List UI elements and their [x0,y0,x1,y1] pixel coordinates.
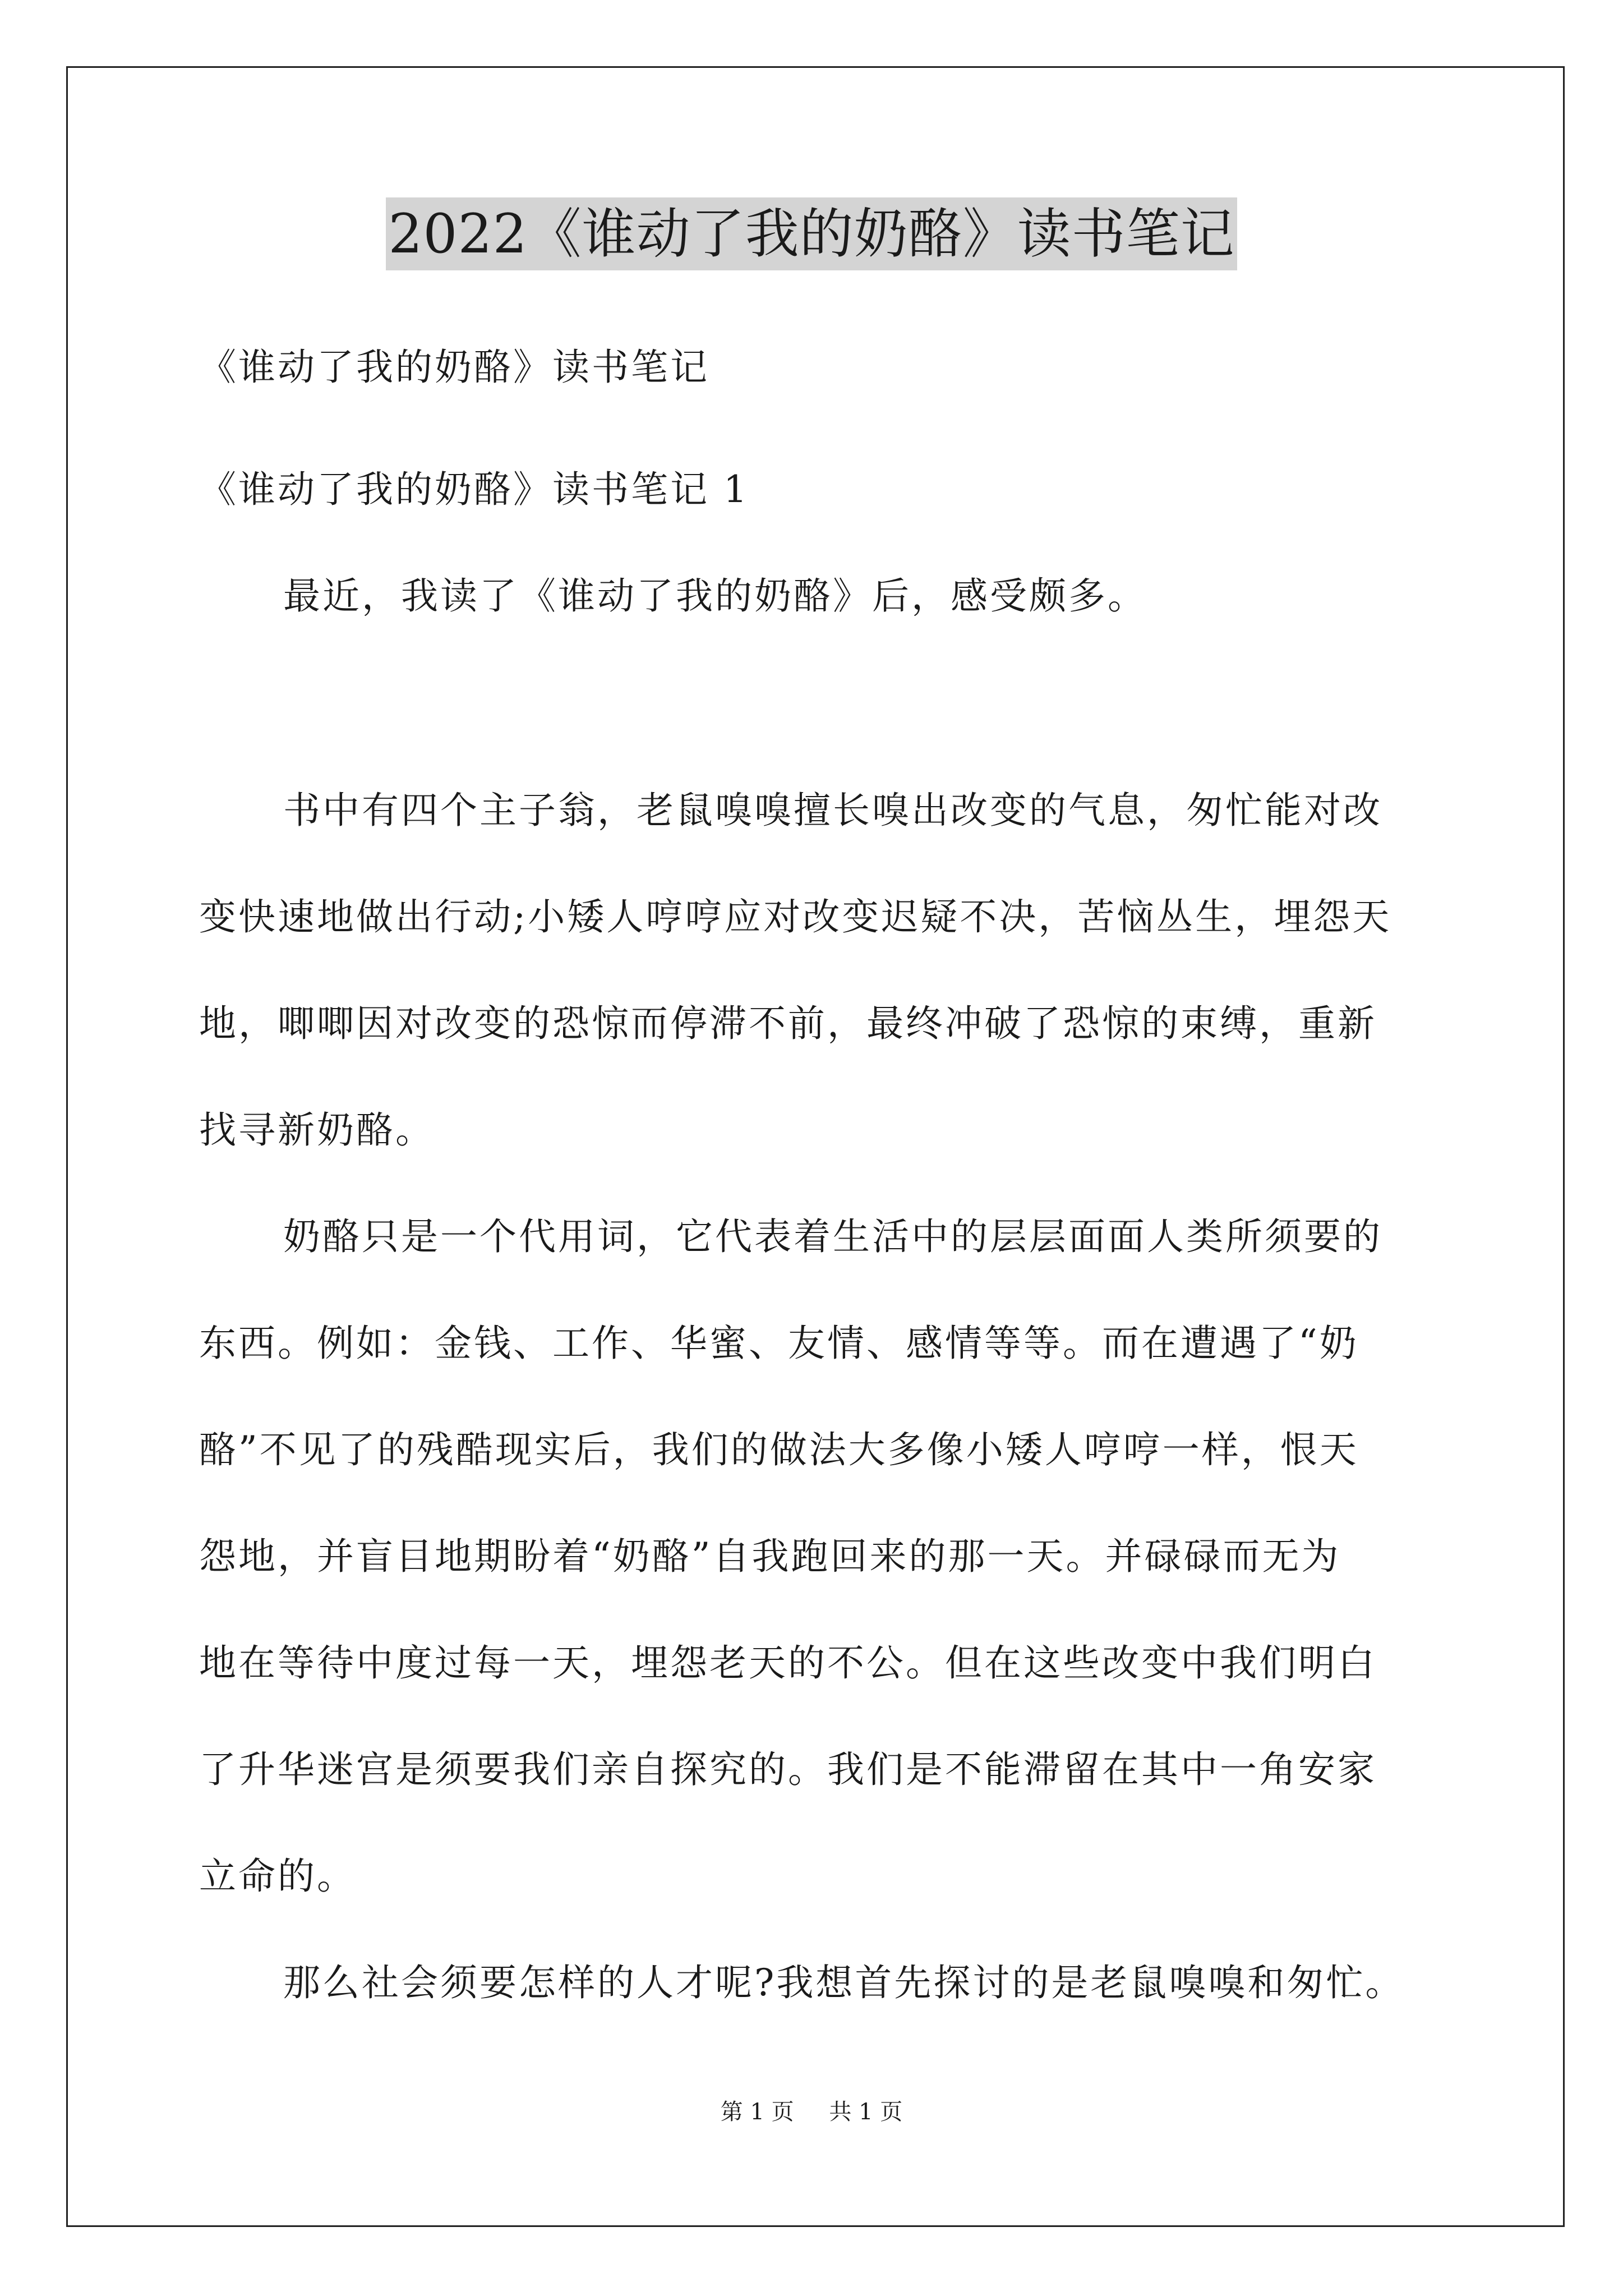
document-title: 2022《谁动了我的奶酪》读书笔记 [386,197,1237,270]
paragraph-line: 地在等待中度过每一天，埋怨老天的不公。但在这些改变中我们明白 [199,1641,1377,1685]
paragraph-line: 地，唧唧因对改变的恐惊而停滞不前，最终冲破了恐惊的束缚，重新 [199,1002,1377,1045]
paragraph-cheese-meaning [199,1184,1433,1930]
paragraph-line: 变快速地做出行动;小矮人哼哼应对改变迟疑不决，苦恼丛生，埋怨天 [199,895,1392,938]
paragraph-line: 奶酪只是一个代用词，它代表着生活中的层层面面人类所须要的 [283,1215,1382,1258]
section-heading: 《谁动了我的奶酪》读书笔记 1 [199,468,749,511]
intro-paragraph: 最近，我读了《谁动了我的奶酪》后，感受颇多。 [283,574,1147,618]
paragraph-line: 书中有四个主子翁，老鼠嗅嗅擅长嗅出改变的气息，匆忙能对改 [283,789,1382,832]
document-subtitle: 《谁动了我的奶酪》读书笔记 [199,346,709,389]
paragraph-line: 酪”不见了的残酷现实后，我们的做法大多像小矮人哼哼一样，恨天 [199,1428,1359,1471]
paragraph-characters [199,757,1433,1184]
title-container [0,197,1623,270]
paragraph-line: 立命的。 [199,1855,356,1898]
page-number: 第 1 页 [720,2099,794,2125]
paragraph-line: 怨地，并盲目地期盼着“奶酪”自我跑回来的那一天。并碌碌而无为 [199,1535,1341,1578]
paragraph-question: 那么社会须要怎样的人才呢?我想首先探讨的是老鼠嗅嗅和匆忙。 [283,1961,1405,2004]
paragraph-line: 东西。例如：金钱、工作、华蜜、友情、感情等等。而在遭遇了“奶 [199,1322,1359,1365]
page-footer [0,2095,1623,2129]
paragraph-line: 找寻新奶酪。 [199,1108,435,1152]
page-total: 共 1 页 [829,2099,903,2125]
paragraph-line: 了升华迷宫是须要我们亲自探究的。我们是不能滞留在其中一角安家 [199,1748,1377,1791]
